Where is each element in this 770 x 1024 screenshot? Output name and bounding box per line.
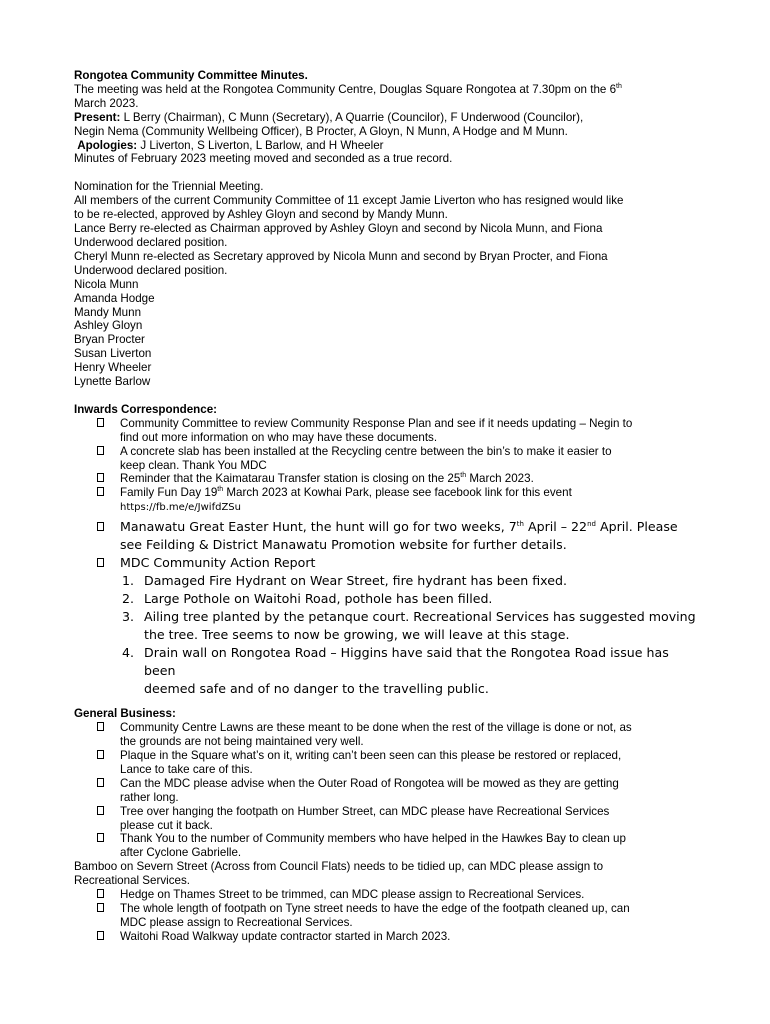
action-item	[122, 644, 704, 698]
facebook-link[interactable]: https://fb.me/e/JwifdZSu	[120, 502, 241, 514]
spacer	[74, 389, 704, 403]
minutes-document	[74, 69, 704, 944]
list-item-text: after Cyclone Gabrielle.	[120, 846, 242, 860]
list-item	[120, 902, 704, 930]
apologies-text: J Liverton, S Liverton, L Barlow, and H Wheeler	[137, 138, 384, 152]
nomination-line: Underwood declared position.	[74, 235, 228, 249]
minutes-line: Minutes of February 2023 meeting moved and seconded as a true record.	[74, 152, 453, 166]
item-number: 3.	[122, 609, 135, 625]
item-number: 4.	[122, 645, 135, 661]
checkbox-bullet-icon	[97, 806, 104, 815]
present-line-2: Negin Nema (Community Wellbeing Officer), B Procter, A Gloyn, N Munn, A Hodge and M Munn.	[74, 124, 568, 138]
list-item-text: A concrete slab has been installed at the Recycling centre between the bin’s to make it easier to	[120, 444, 612, 458]
present-label: Present:	[74, 110, 121, 124]
apologies-label: Apologies:	[77, 138, 138, 152]
member-name: Susan Liverton	[74, 347, 152, 361]
list-item-text: Waitohi Road Walkway update contractor started in March 2023.	[120, 929, 451, 943]
list-item-text: keep clean. Thank You MDC	[120, 458, 267, 472]
list-item-text: Can the MDC please advise when the Outer Road of Rongotea will be mowed as they are getting	[120, 776, 619, 790]
action-item	[122, 608, 704, 644]
list-item-text: Thank You to the number of Community members who have helped in the Hawkes Bay to clean up	[120, 832, 626, 846]
list-item-text: find out more information on who may have these documents.	[120, 430, 438, 444]
meeting-intro-sup: th	[616, 83, 622, 91]
list-item-text: Tree over hanging the footpath on Humber Street, can MDC please have Recreational Services	[120, 804, 610, 818]
action-report-list	[74, 572, 704, 698]
list-item	[120, 554, 704, 572]
superscript: th	[217, 486, 224, 494]
list-item-text: rather long.	[120, 790, 179, 804]
member-name: Nicola Munn	[74, 277, 139, 291]
checkbox-bullet-icon	[97, 558, 104, 567]
present-line	[74, 111, 704, 125]
bamboo-line: Recreational Services.	[74, 874, 190, 888]
checkbox-bullet-icon	[97, 446, 104, 455]
list-item	[120, 518, 704, 554]
item-number: 1.	[122, 573, 135, 589]
nomination-line: Underwood declared position.	[74, 263, 228, 277]
list-item-text: see Feilding & District Manawatu Promotion website for further details.	[120, 537, 567, 553]
action-item	[122, 590, 704, 608]
list-item-text: Family Fun Day 19	[120, 486, 218, 500]
list-item	[120, 417, 704, 445]
present-text: L Berry (Chairman), C Munn (Secretary), A Quarrie (Councilor), F Underwood (Councilor),	[120, 110, 584, 124]
list-item-text: March 2023.	[466, 472, 534, 486]
checkbox-bullet-icon	[97, 931, 104, 940]
checkbox-bullet-icon	[97, 522, 104, 531]
list-item-text: Manawatu Great Easter Hunt, the hunt will go for two weeks, 7	[120, 519, 517, 535]
checkbox-bullet-icon	[97, 778, 104, 787]
inwards-list	[74, 417, 704, 572]
list-item-text: Community Centre Lawns are these meant to be done when the rest of the village is done or not, as	[120, 721, 632, 735]
action-item-text: Damaged Fire Hydrant on Wear Street, fire hydrant has been fixed.	[144, 573, 567, 589]
list-item-text: April – 22	[523, 519, 588, 535]
general-list-2	[74, 888, 704, 944]
general-heading: General Business:	[74, 707, 176, 721]
list-item-text: please cut it back.	[120, 818, 213, 832]
nomination-line: All members of the current Community Committee of 11 except Jamie Liverton who has resigned would like	[74, 194, 624, 208]
checkbox-bullet-icon	[97, 418, 104, 427]
list-item-text: MDC please assign to Recreational Services.	[120, 915, 353, 929]
list-item-text: MDC Community Action Report	[120, 555, 316, 571]
document-title: Rongotea Community Committee Minutes.	[74, 69, 308, 82]
member-name: Lynette Barlow	[74, 375, 151, 389]
member-name: Henry Wheeler	[74, 361, 152, 375]
bamboo-line: Bamboo on Severn Street (Across from Council Flats) needs to be tidied up, can MDC please assign to	[74, 860, 604, 874]
superscript: th	[516, 520, 524, 529]
list-item-text: Hedge on Thames Street to be trimmed, can MDC please assign to Recreational Services.	[120, 888, 585, 902]
nomination-line: Lance Berry re-elected as Chairman approved by Ashley Gloyn and second by Nicola Munn, and Fiona	[74, 222, 603, 236]
list-item	[120, 445, 704, 473]
list-item	[120, 888, 704, 902]
spacer	[74, 166, 704, 180]
apologies-line	[74, 139, 704, 153]
spacer	[74, 698, 704, 707]
checkbox-bullet-icon	[97, 750, 104, 759]
list-item-text: Community Committee to review Community Response Plan and see if it needs updating – Negin to	[120, 416, 633, 430]
list-item-text: Lance to take care of this.	[120, 762, 253, 776]
superscript: th	[460, 472, 467, 480]
list-item	[120, 930, 704, 944]
list-item-text: Plaque in the Square what’s on it, writing can’t been seen can this please be restored or replaced,	[120, 749, 622, 762]
list-item	[120, 777, 704, 805]
general-list	[74, 721, 704, 860]
list-item	[120, 805, 704, 833]
member-name: Bryan Procter	[74, 333, 145, 347]
list-item	[120, 721, 704, 749]
member-name: Ashley Gloyn	[74, 319, 143, 333]
action-item-text: deemed safe and of no danger to the travelling public.	[144, 681, 489, 697]
action-item-text: Ailing tree planted by the petanque court. Recreational Services has suggested moving	[144, 609, 696, 625]
list-item	[120, 486, 704, 515]
list-item	[120, 832, 704, 860]
list-item-text: April. Please	[595, 519, 678, 535]
nomination-line: Cheryl Munn re-elected as Secretary approved by Nicola Munn and second by Bryan Procter, and Fiona	[74, 249, 608, 263]
item-number: 2.	[122, 591, 135, 607]
nomination-line: to be re-elected, approved by Ashley Gloyn and second by Mandy Munn.	[74, 208, 448, 222]
meeting-intro-end: March 2023.	[74, 96, 139, 110]
list-item-text: Reminder that the Kaimatarau Transfer station is closing on the 25	[120, 472, 461, 486]
nomination-heading: Nomination for the Triennial Meeting.	[74, 180, 264, 194]
list-item-text: the grounds are not being maintained very well.	[120, 735, 364, 749]
list-item-text: March 2023 at Kowhai Park, please see facebook link for this event	[223, 486, 572, 500]
action-item	[122, 572, 704, 590]
inwards-heading: Inwards Correspondence:	[74, 402, 218, 416]
checkbox-bullet-icon	[97, 889, 104, 898]
checkbox-bullet-icon	[97, 903, 104, 912]
meeting-intro	[74, 83, 704, 97]
checkbox-bullet-icon	[97, 487, 104, 496]
action-item-text: Large Pothole on Waitohi Road, pothole has been filled.	[144, 591, 493, 607]
checkbox-bullet-icon	[97, 833, 104, 842]
meeting-intro-text: The meeting was held at the Rongotea Community Centre, Douglas Square Rongotea at 7.30pm on the 6	[74, 82, 617, 96]
member-name: Mandy Munn	[74, 305, 142, 319]
member-name: Amanda Hodge	[74, 291, 155, 305]
list-item-text: The whole length of footpath on Tyne street needs to have the edge of the footpath cleaned up, can	[120, 901, 630, 915]
checkbox-bullet-icon	[97, 473, 104, 482]
checkbox-bullet-icon	[97, 722, 104, 731]
action-item-text: the tree. Tree seems to now be growing, we will leave at this stage.	[144, 627, 570, 643]
action-item-text: Drain wall on Rongotea Road – Higgins have said that the Rongotea Road issue has been	[144, 645, 669, 679]
list-item	[120, 749, 704, 777]
superscript: nd	[587, 520, 596, 529]
list-item	[120, 472, 704, 486]
